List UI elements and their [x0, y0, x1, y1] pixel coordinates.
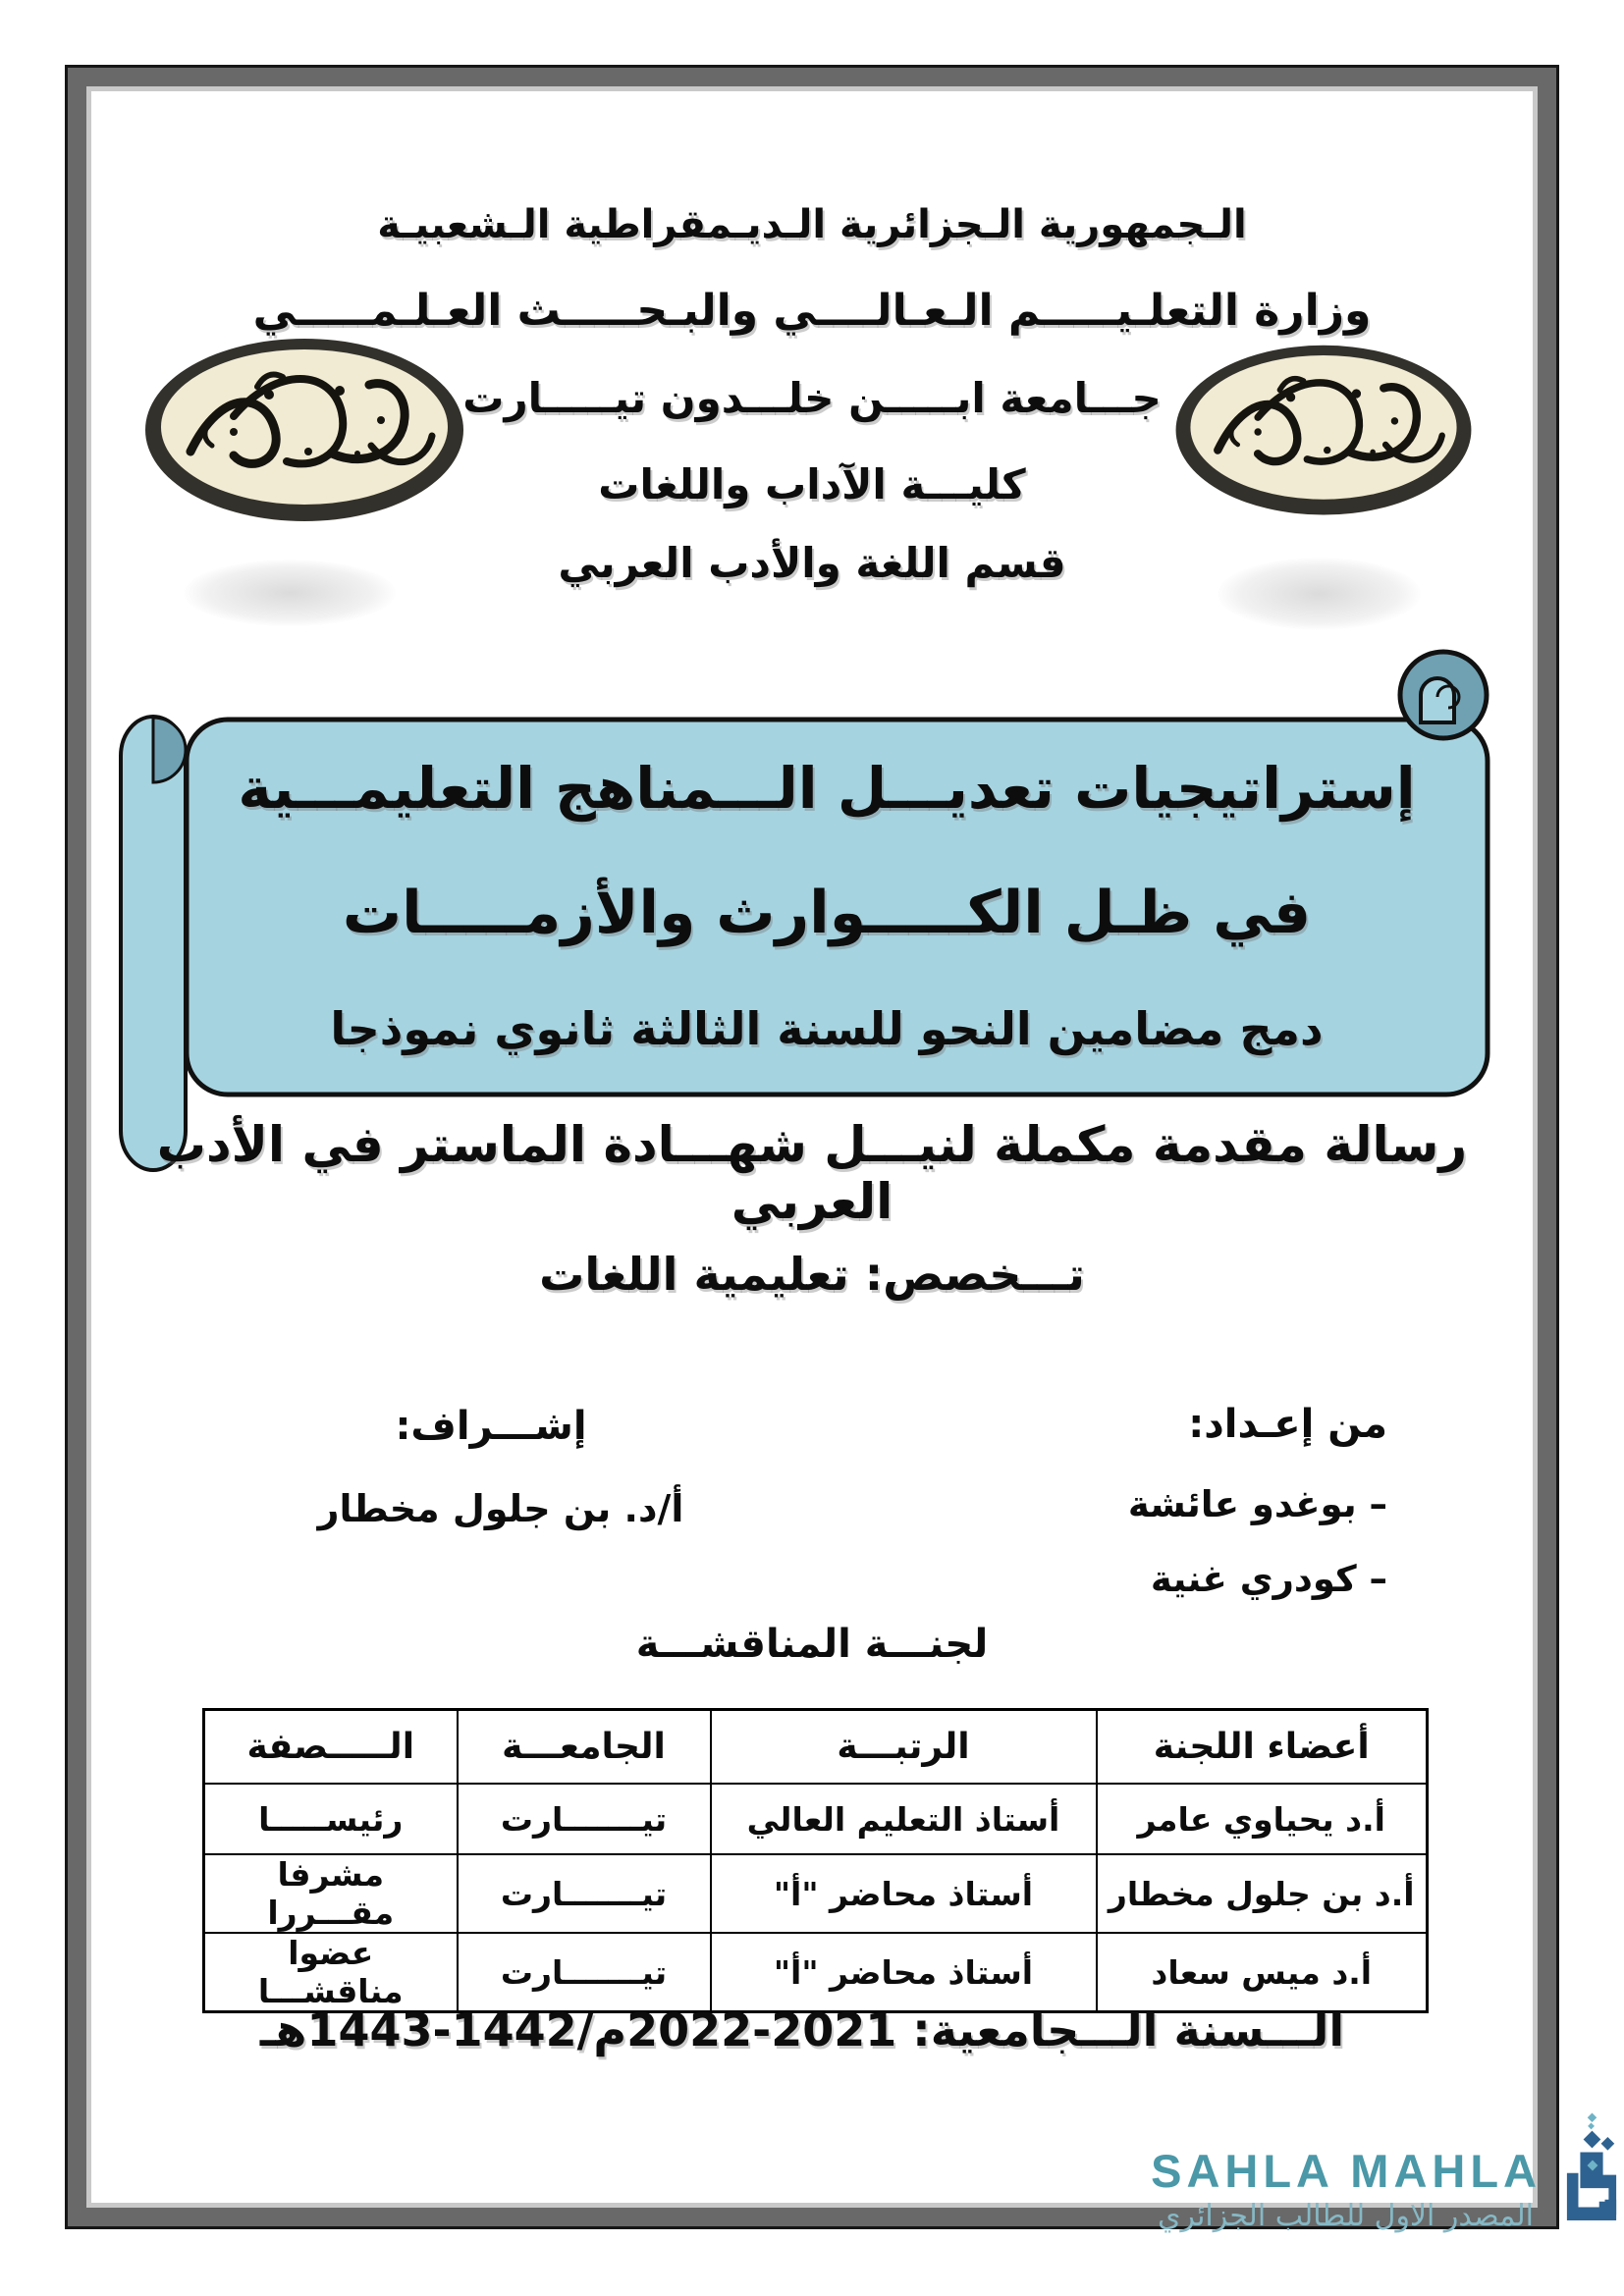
rank-cell: أستاذ محاضر "أ" [711, 1933, 1097, 2012]
watermark-logo-icon [1561, 2110, 1622, 2220]
university-cell: تيـــــــارت [458, 1933, 711, 2012]
thesis-title-line2: في ظـل الكـــــوارث والأزمـــــات [342, 879, 1312, 947]
role-cell: مشرفا مقـــررا [204, 1854, 458, 1933]
supervisor-name: أ/د. بن جلول مخطار [317, 1487, 684, 1530]
member-cell: أ.د يحياوي عامر [1097, 1784, 1428, 1854]
table-header-row [204, 1710, 1428, 1785]
table-row [204, 1933, 1428, 2012]
prepared-by-name: – بوغدو عائشة [1127, 1483, 1387, 1525]
member-cell: أ.د ميس سعاد [1097, 1933, 1428, 2012]
seal-shadow [1218, 558, 1421, 630]
role-cell: عضوا مناقشـــا [204, 1933, 458, 2012]
rank-cell: أستاذ التعليم العالي [711, 1784, 1097, 1854]
academic-year: الـــسنة الـــجامعية: 2021-2022م/1442-1443هـ [259, 2003, 1345, 2056]
header-department: قسم اللغة والأدب العربي [558, 539, 1066, 587]
table-row [204, 1784, 1428, 1854]
university-seal-icon [1170, 336, 1477, 528]
header-faculty: كليـــة الآداب واللغات [598, 460, 1026, 508]
column-header-rank: الرتبـــة [711, 1710, 1097, 1785]
header-ministry: وزارة التعلـيـــــم الـعـالــــي والبـحـــــث العـلـمـــــي [252, 286, 1372, 336]
role-cell: رئيســـــا [204, 1784, 458, 1854]
degree-note: رسالة مقدمة مكملة لنيـــل شهـــادة الماستر في الأدب العربي [156, 1116, 1468, 1230]
university-cell: تيـــــــارت [458, 1854, 711, 1933]
watermark-brand: SAHLA MAHLA [1151, 2145, 1542, 2197]
column-header-role: الـــــصفة [204, 1710, 458, 1785]
header-university: جـــامعة ابـــــن خلـــدون تيـــــارت [462, 374, 1162, 422]
committee-table [202, 1708, 1429, 2013]
prepared-by-label: من إعـداد: [1188, 1402, 1387, 1447]
watermark-logo-shapes [1567, 2131, 1616, 2220]
table-row [204, 1854, 1428, 1933]
watermark-tagline: المصدر الاول للطالب الجزائري [1158, 2199, 1534, 2233]
specialty: تـــخصص: تعليمية اللغات [539, 1248, 1085, 1301]
committee-heading: لجنـــة المناقشـــة [635, 1622, 989, 1667]
supervision-label: إشـــراف: [395, 1404, 587, 1449]
header-republic: الـجمهورية الـجزائرية الـديـمقراطية الـشعبيـة [377, 202, 1247, 247]
column-header-university: الجامعـــة [458, 1710, 711, 1785]
university-seal-icon [139, 336, 469, 528]
prepared-by-name: – كودري غنية [1150, 1558, 1387, 1600]
column-header-members: أعضاء اللجنة [1097, 1710, 1428, 1785]
thesis-title-line1: إستراتيجيات تعديـــل الـــمناهج التعليمـــية [238, 755, 1416, 822]
member-cell: أ.د بن جلول مخطار [1097, 1854, 1428, 1933]
university-cell: تيـــــــارت [458, 1784, 711, 1854]
thesis-subtitle: دمج مضامين النحو للسنة الثالثة ثانوي نموذجا [330, 1002, 1324, 1055]
rank-cell: أستاذ محاضر "أ" [711, 1854, 1097, 1933]
seal-shadow [184, 560, 396, 626]
